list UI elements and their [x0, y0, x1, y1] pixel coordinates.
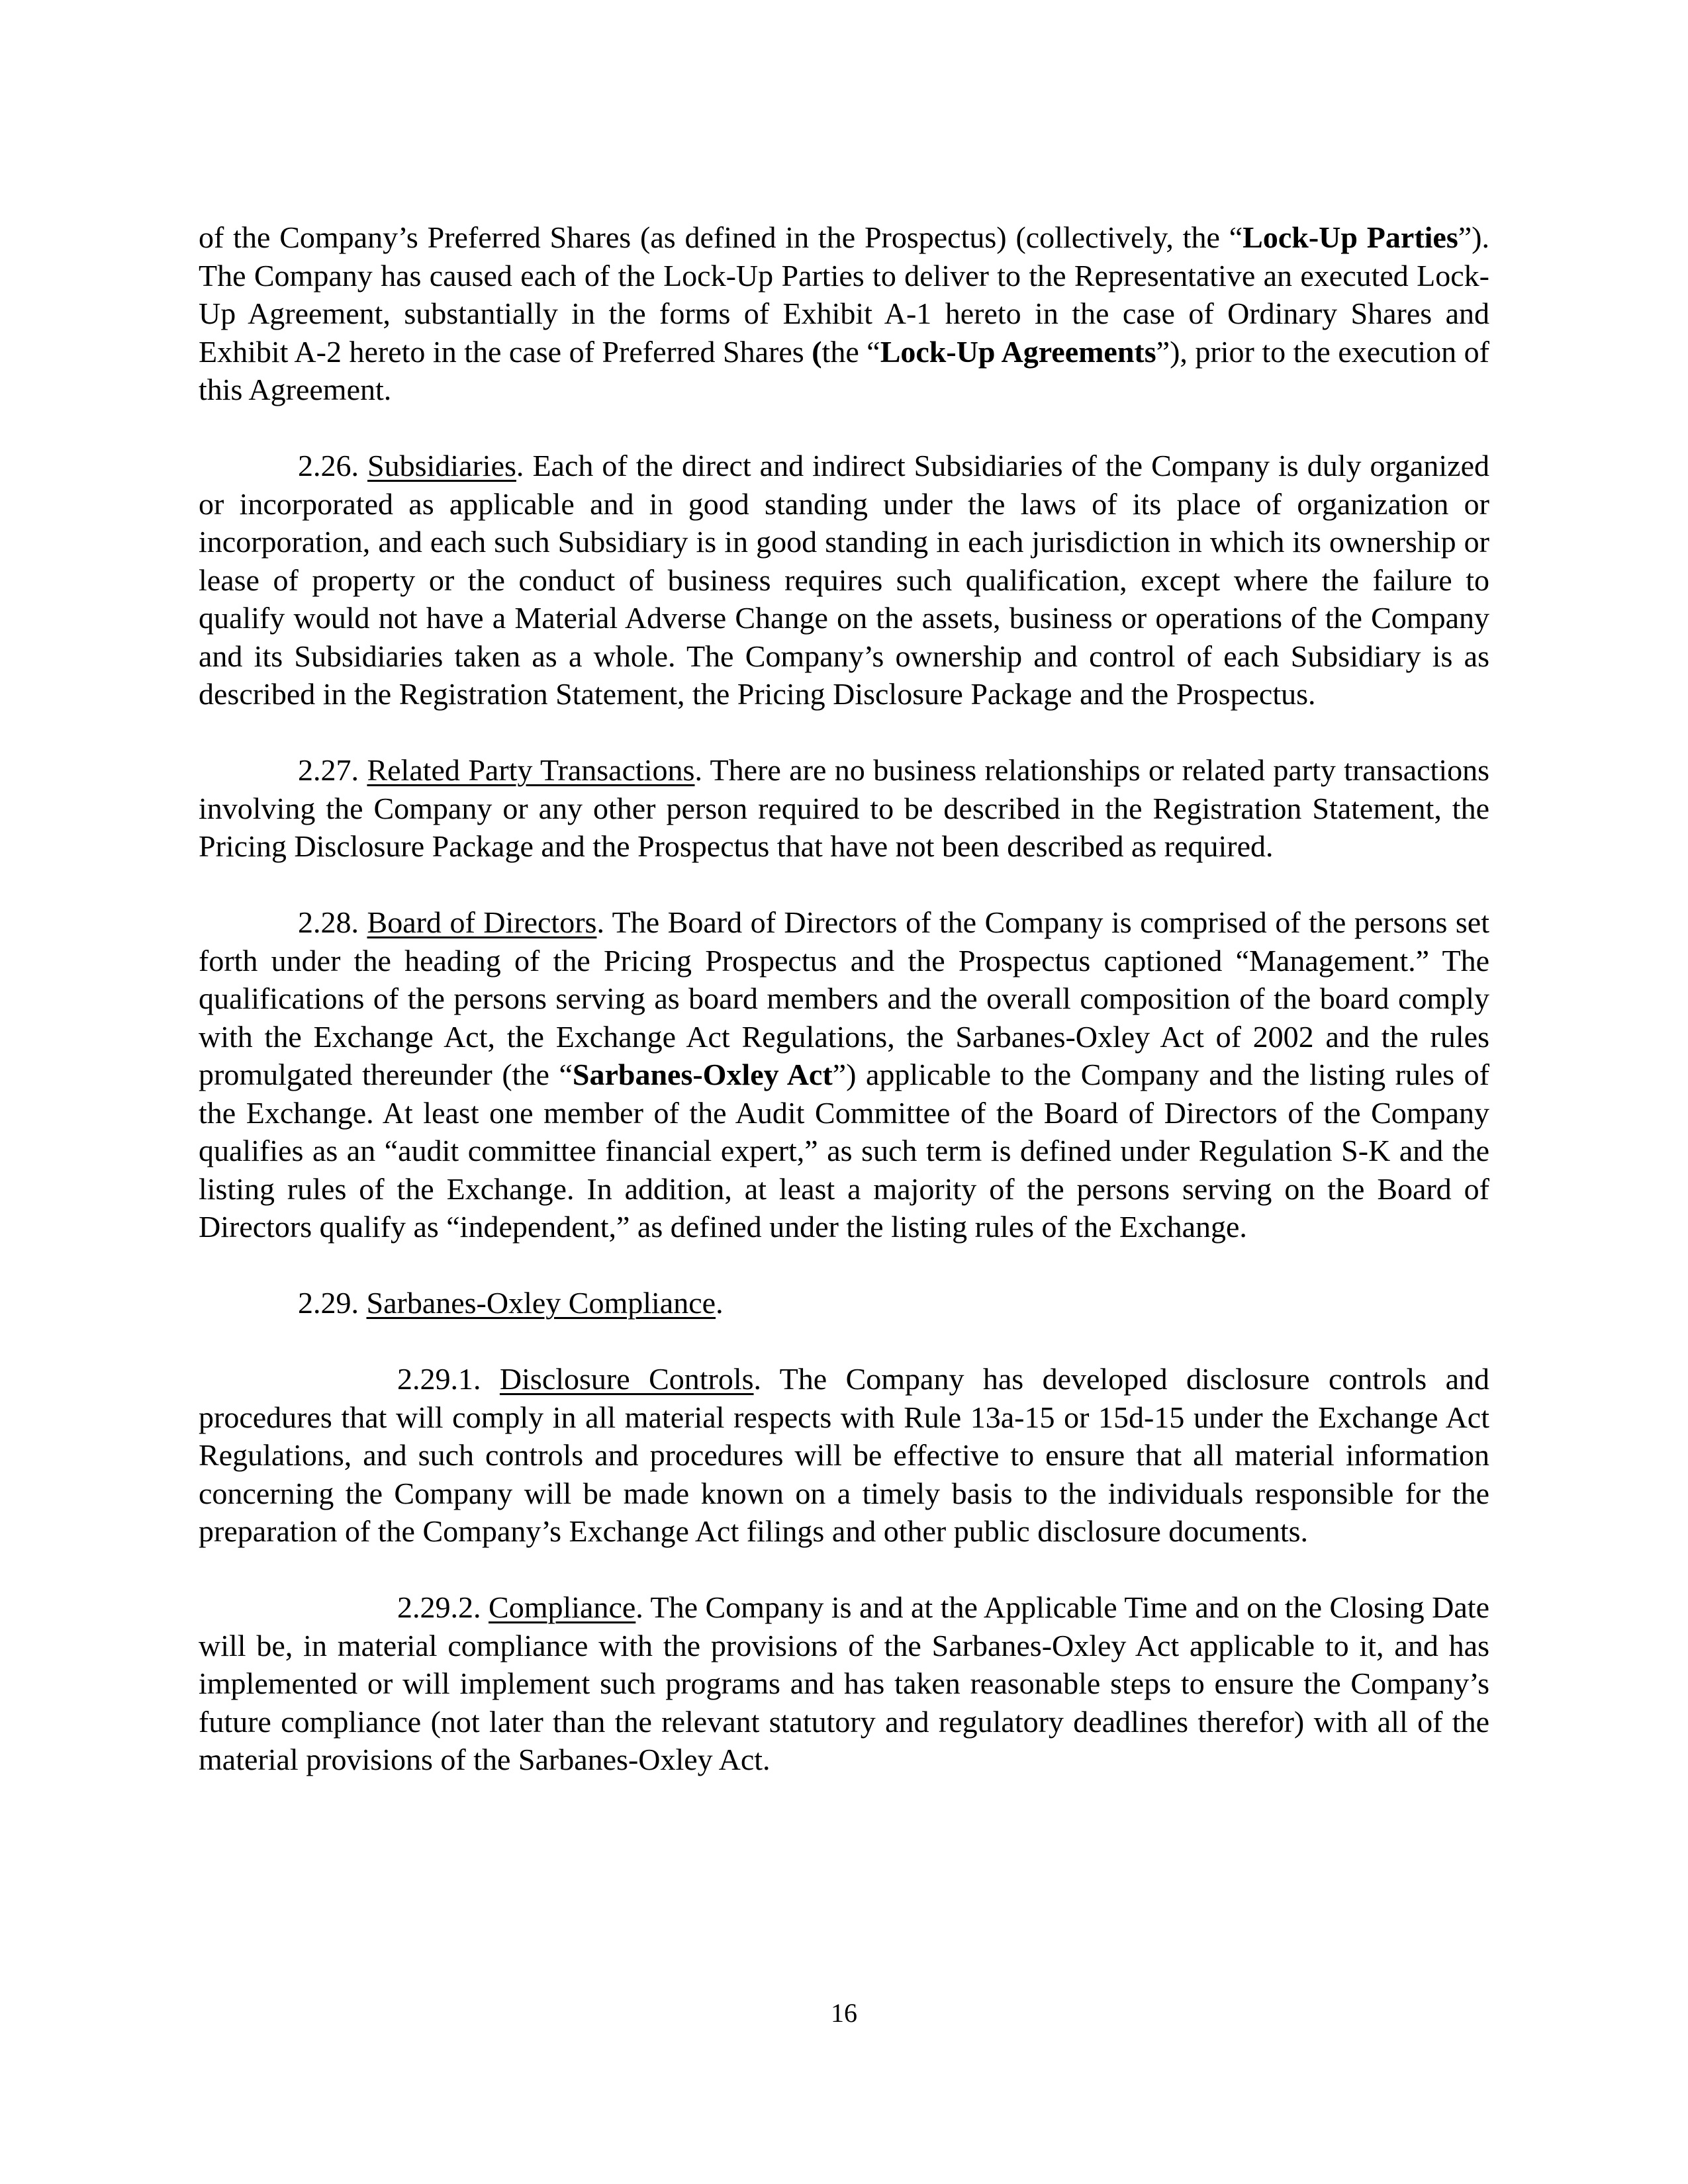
section-2-29-2-number: 2.29.2. — [397, 1590, 481, 1624]
section-2-29-1-body: . The Company has developed disclosure controls and procedures that will comply in all material respects with Rule 13a-15 or 15d-15 under the Exchange Act Regulations, and such controls and procedures will be effective to ensure that all material information concerning the Company will be made known on a timely basis to the individuals responsible for the preparation of the Company’s Exchange Act filings and other public disclosure documents. — [199, 1362, 1490, 1548]
section-2-27-heading: Related Party Transactions — [367, 753, 695, 787]
section-2-29-end: . — [716, 1286, 724, 1320]
section-2-29-2-paragraph — [199, 1588, 1489, 1779]
page-number: 16 — [831, 1998, 857, 2028]
section-2-29-1-number: 2.29.1. — [397, 1362, 481, 1396]
section-2-27-body: . There are no business relationships or related party transactions involving the Company or any other person required to be described in the Registration Statement, the Pricing Disclosure Package and the Prospectus that have not been described as required. — [199, 753, 1490, 863]
lockup-text-3: the “ — [821, 334, 880, 369]
lockup-open-paren: ( — [812, 334, 822, 369]
section-2-28-text-1: . The Board of Directors of the Company is comprised of the persons set forth under the heading of the Pricing Prospectus and the Prospectus captioned “Management.” The qualifications of the persons serving as board members and the overall composition of the board comply with the Exchange Act, the Exchange Act Regulations, the Sarbanes-Oxley Act of 2002 and the rules promulgated thereunder (the “ — [199, 905, 1490, 1091]
lockup-text-2: ”). The Company has caused each of the Lock-Up Parties to deliver to the Representative an executed Lock-Up Agreement, substantially in the forms of Exhibit A-1 hereto in the case of Ordinary Shares and Exhibit A-2 hereto in the case of Preferred Shares — [199, 220, 1489, 369]
sarbanes-oxley-act-term: Sarbanes-Oxley Act — [572, 1058, 833, 1091]
section-2-26-paragraph — [199, 447, 1489, 713]
lockup-text-1: of the Company’s Preferred Shares (as defined in the Prospectus) (collectively, the “ — [199, 220, 1243, 254]
section-2-28-heading: Board of Directors — [367, 905, 597, 939]
lockup-text-4: ”), prior to the execution of this Agreement. — [199, 334, 1489, 406]
section-2-28-number: 2.28. — [298, 905, 359, 939]
section-2-26-heading: Subsidiaries — [367, 449, 516, 482]
section-2-26-number: 2.26. — [298, 449, 359, 482]
lockup-paragraph — [199, 218, 1489, 409]
lockup-agreements-term: Lock-Up Agreements — [880, 334, 1156, 369]
section-2-28-paragraph — [199, 903, 1489, 1246]
document-page — [199, 218, 1489, 1779]
section-2-28-text-2: ”) applicable to the Company and the listing rules of the Exchange. At least one member of the Audit Committee of the Board of Directors of the Company qualifies as an “audit committee financial expert,” as such term is defined under Regulation S-K and the listing rules of the Exchange. In addition, at least a majority of the persons serving on the Board of Directors qualify as “independent,” as defined under the listing rules of the Exchange. — [199, 1058, 1489, 1244]
section-2-29-2-body: . The Company is and at the Applicable Time and on the Closing Date will be, in material compliance with the provisions of the Sarbanes-Oxley Act applicable to it, and has implemented or will implement such programs and has taken reasonable steps to ensure the Company’s future compliance (not later than the relevant statutory and regulatory deadlines therefor) with all of the material provisions of the Sarbanes-Oxley Act. — [199, 1590, 1489, 1776]
section-2-26-body: . Each of the direct and indirect Subsidiaries of the Company is duly organized or incorporated as applicable and in good standing under the laws of its place of organization or incorporation, and each such Subsidiary is in good standing in each jurisdiction in which its ownership or lease of property or the conduct of business requires such qualification, except where the failure to qualify would not have a Material Adverse Change on the assets, business or operations of the Company and its Subsidiaries taken as a whole. The Company’s ownership and control of each Subsidiary is as described in the Registration Statement, the Pricing Disclosure Package and the Prospectus. — [199, 449, 1490, 711]
section-2-27-number: 2.27. — [298, 753, 359, 787]
section-2-29-1-paragraph — [199, 1360, 1489, 1551]
section-2-29-number: 2.29. — [298, 1286, 359, 1320]
section-2-29-2-heading: Compliance — [489, 1590, 636, 1624]
section-2-29-paragraph — [199, 1284, 1489, 1322]
section-2-27-paragraph — [199, 751, 1489, 866]
section-2-29-1-heading: Disclosure Controls — [499, 1362, 754, 1396]
section-2-29-heading: Sarbanes-Oxley Compliance — [366, 1286, 716, 1320]
lockup-parties-term: Lock-Up Parties — [1243, 220, 1458, 254]
